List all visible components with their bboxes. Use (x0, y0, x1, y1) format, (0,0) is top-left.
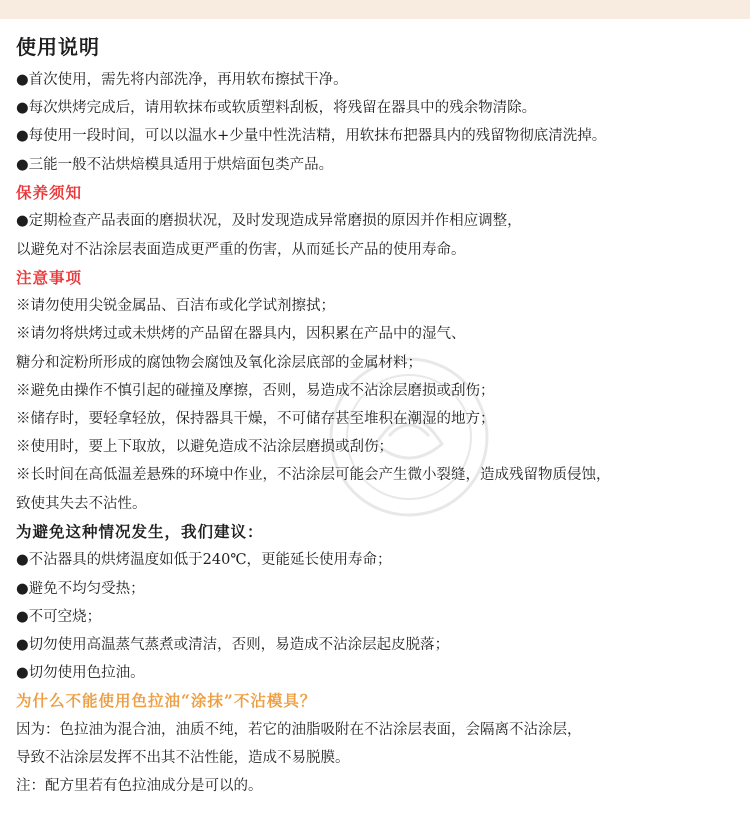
usage-line: ●三能一般不沾烘焙模具适用于烘焙面包类产品。 (16, 156, 334, 173)
document-body (16, 30, 741, 800)
advice-line: ●不沾器具的烘烤温度如低于240℃，更能延长使用寿命； (16, 552, 392, 569)
usage-line: ●每使用一段时间，可以以温水+少量中性洗洁精，用软抹布把器具内的残留物彻底清洗掉。 (16, 128, 607, 145)
notes-line: ※使用时，要上下取放，以避免造成不沾涂层磨损或刮伤； (16, 439, 393, 456)
faq-line: 注：配方里若有色拉油成分是可以的。 (16, 778, 263, 795)
usage-line: ●每次烘烤完成后，请用软抹布或软质塑料刮板，将残留在器具中的残余物清除。 (16, 100, 537, 117)
usage-line: ●首次使用，需先将内部洗净，再用软布擦拭干净。 (16, 72, 348, 88)
advice-line: ●不可空烧； (16, 608, 102, 625)
advice-section (16, 518, 741, 688)
faq-title: 为什么不能使用色拉油“涂抹”不沾模具？ (16, 691, 317, 711)
faq-line: 因为：色拉油为混合油，油质不纯，若它的油脂吸附在不沾涂层表面，会隔离不沾涂层， (16, 721, 582, 738)
faq-section (16, 687, 741, 800)
notes-line: ※储存时，要轻拿轻放，保持器具干燥，不可储存甚至堆积在潮湿的地方； (16, 411, 495, 428)
notes-line: 糖分和淀粉所形成的腐蚀物会腐蚀及氧化涂层底部的金属材料； (16, 354, 422, 371)
maintenance-line: 以避免对不沾涂层表面造成更严重的伤害，从而延长产品的使用寿命。 (16, 241, 466, 258)
faq-line: 导致不沾涂层发挥不出其不沾性能，造成不易脱膜。 (16, 750, 350, 767)
advice-line: ●切勿使用色拉油。 (16, 665, 145, 682)
top-band (0, 0, 750, 19)
notes-line: ※长时间在高低温差悬殊的环境中作业，不沾涂层可能会产生微小裂缝，造成残留物质侵蚀， (16, 467, 611, 484)
page-title: 使用说明 (16, 35, 100, 59)
notes-line: ※请勿将烘烤过或未烘烤的产品留在器具内，因积累在产品中的湿气、 (16, 326, 466, 343)
notes-line: ※请勿使用尖锐金属品、百洁布或化学试剂擦拭； (16, 298, 335, 315)
notes-title: 注意事项 (16, 267, 83, 287)
notes-line: 致使其失去不沾性。 (16, 495, 147, 512)
advice-title: 为避免这种情况发生，我们建议： (16, 521, 264, 541)
notes-line: ※避免由操作不慎引起的碰撞及摩擦，否则，易造成不沾涂层磨损或刮伤； (16, 382, 495, 399)
maintenance-line: ●定期检查产品表面的磨损状况，及时发现造成异常磨损的原因并作相应调整， (16, 213, 522, 230)
advice-line: ●切勿使用高温蒸气蒸煮或清洁，否则，易造成不沾涂层起皮脱落； (16, 636, 450, 653)
usage-section (16, 66, 741, 179)
maintenance-title: 保养须知 (16, 182, 83, 202)
notes-section (16, 264, 741, 518)
maintenance-section (16, 179, 741, 264)
advice-line: ●避免不均匀受热； (16, 580, 145, 597)
